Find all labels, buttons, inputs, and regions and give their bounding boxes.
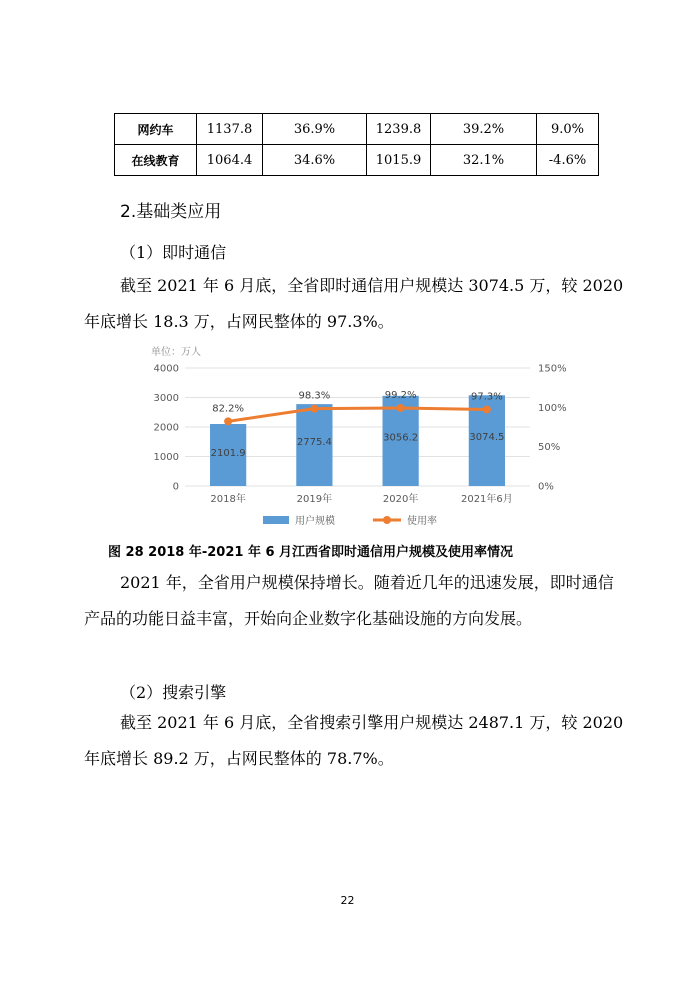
paragraph [84,268,624,340]
page-number: 22 [340,894,355,907]
y-right-tick-label: 150% [538,363,567,375]
table-row [115,145,599,176]
subsection-heading: （1）即时通信 [120,243,227,262]
y-left-tick-label: 1000 [153,452,179,463]
paragraph [84,705,624,777]
paragraph-text: 截至 2021 年 6 月底，全省即时通信用户规模达 3074.5 万，较 2020 年底增长 18.3 万，占网民整体的 97.3%。 [84,276,624,331]
line-data-label: 97.3% [470,391,503,403]
line-point [397,404,405,412]
table-row [115,114,599,145]
x-tick-label: 2020年 [382,494,419,505]
unit-label: 单位：万人 [151,347,201,358]
y-left-tick-label: 0 [172,481,179,493]
usage-rate-line [228,408,487,421]
table-cell: 1015.9 [367,145,431,176]
comparison-table [114,113,599,176]
paragraph [84,565,624,637]
table-cell: 1064.4 [197,145,263,176]
table-cell: 39.2% [431,114,537,145]
legend-bar-swatch [263,516,289,524]
paragraph-text: 截至 2021 年 6 月底，全省搜索引擎用户规模达 2487.1 万，较 2020 年底增长 89.2 万，占网民整体的 78.7%。 [84,713,624,768]
line-data-label: 82.2% [212,403,245,415]
y-left-tick-label: 3000 [153,393,179,404]
table-cell: 34.6% [263,145,367,176]
line-point [224,417,232,425]
table-cell: 1137.8 [197,114,263,145]
x-tick-label: 2018年 [210,494,246,505]
y-left-tick-label: 4000 [153,363,179,375]
line-data-label: 99.2% [384,389,417,401]
section-heading: 2.基础类应用 [120,202,222,222]
table-cell: 1239.8 [367,114,431,145]
legend-label: 用户规模 [295,516,335,527]
table-cell: 9.0% [537,114,599,145]
figure-caption: 图 28 2018 年-2021 年 6 月江西省即时通信用户规模及使用率情况 [108,545,514,560]
table-cell-name: 在线教育 [115,145,197,176]
line-point [310,405,318,413]
bar-data-label: 3074.5 [469,432,505,444]
legend-line-marker [383,516,391,524]
y-right-tick-label: 0% [538,481,554,493]
paragraph-text: 2021 年，全省用户规模保持增长。随着近几年的迅速发展，即时通信产品的功能日益丰富，开始向企业数字化基础设施的方向发展。 [84,573,614,628]
table-cell: -4.6% [537,145,599,176]
table-cell-name: 网约车 [115,114,197,145]
x-tick-label: 2021年6月 [460,494,513,505]
bar-data-label: 2101.9 [210,447,246,459]
y-left-tick-label: 2000 [153,422,179,434]
line-data-label: 98.3% [298,390,331,402]
legend-label: 使用率 [407,516,437,527]
line-point [483,405,491,413]
y-right-tick-label: 50% [538,442,561,454]
x-tick-label: 2019年 [296,494,333,505]
y-right-tick-label: 100% [538,402,567,414]
table-cell: 32.1% [431,145,537,176]
subsection-heading: （2）搜索引擎 [120,683,227,702]
im-users-chart [145,343,585,533]
table-cell: 36.9% [263,114,367,145]
bar-data-label: 3056.2 [383,432,419,444]
bar-data-label: 2775.4 [296,436,332,448]
